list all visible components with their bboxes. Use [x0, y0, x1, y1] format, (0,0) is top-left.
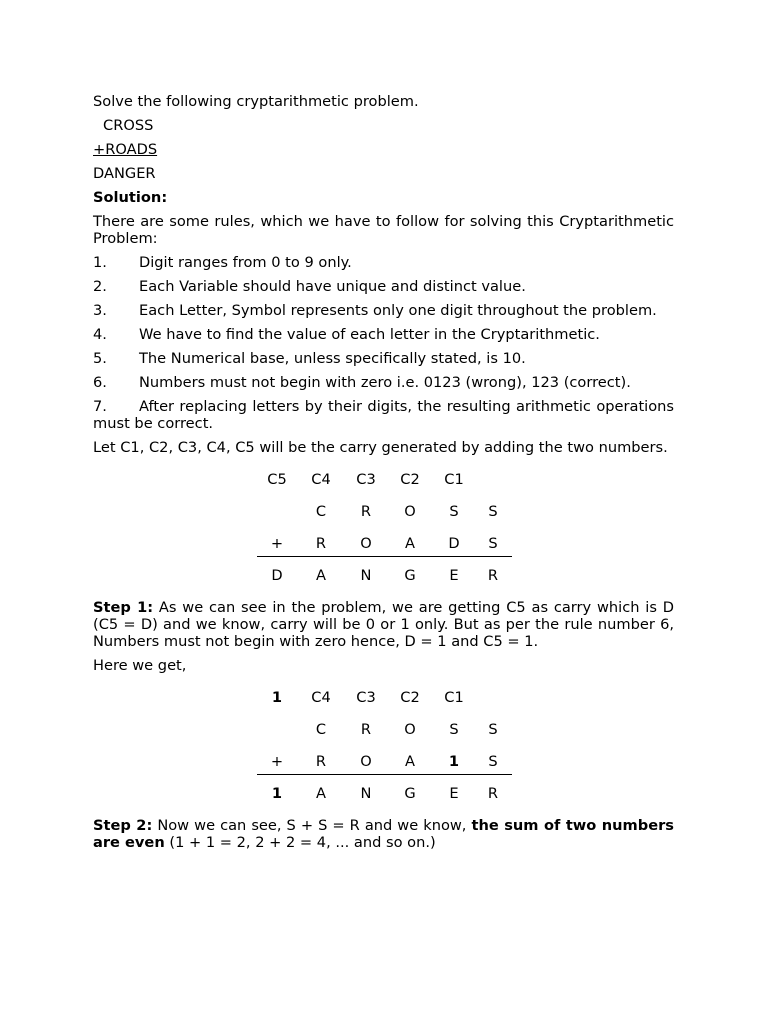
table-cell: S — [449, 721, 459, 738]
carry-intro: Let C1, C2, C3, C4, C5 will be the carry generated by adding the two numbers. — [93, 439, 668, 456]
table-cell: R — [315, 753, 327, 770]
rule-item — [93, 326, 674, 343]
document-page — [93, 93, 674, 858]
addend-row-2 — [257, 753, 513, 785]
result-row — [257, 785, 513, 817]
table-cell: R — [487, 567, 499, 584]
addend-row-1 — [257, 503, 513, 535]
table-cell: A — [316, 785, 326, 802]
step2-paragraph — [93, 817, 674, 851]
carry-row — [257, 689, 513, 721]
rule-number: 3. — [93, 302, 107, 319]
rule-item — [93, 374, 674, 391]
table-cell: G — [404, 785, 416, 802]
table-cell: C — [315, 721, 327, 738]
table-cell: O — [404, 721, 416, 738]
carry-row — [257, 471, 513, 503]
table-cell: C4 — [311, 689, 331, 706]
rule-text: The Numerical base, unless specifically stated, is 10. — [139, 350, 526, 367]
table-cell: G — [404, 567, 416, 584]
rule-item — [93, 350, 674, 367]
rule-number: 6. — [93, 374, 107, 391]
rule-number: 7. — [93, 398, 107, 415]
table-cell: O — [360, 753, 372, 770]
rule-text: We have to find the value of each letter in the Cryptarithmetic. — [139, 326, 600, 343]
table-cell: C — [315, 503, 327, 520]
table-cell: A — [405, 535, 415, 552]
table-cell: E — [449, 785, 459, 802]
table-cell: N — [360, 567, 372, 584]
addend-row-1 — [257, 721, 513, 753]
table-cell: A — [405, 753, 415, 770]
step1-paragraph — [93, 599, 674, 650]
table-cell: O — [404, 503, 416, 520]
table-cell: C1 — [444, 471, 464, 488]
table-cell: 1 — [271, 689, 283, 706]
table-cell: C3 — [356, 689, 376, 706]
sum-line — [257, 556, 512, 557]
table-cell: C2 — [400, 471, 420, 488]
table-cell: E — [449, 567, 459, 584]
table-cell: C3 — [356, 471, 376, 488]
step2-text-a: Now we can see, S + S = R and we know, — [152, 817, 472, 834]
step1-text: As we can see in the problem, we are getting C5 as carry which is D (C5 = D) and we know, carry will be 0 or 1 only. But as per the rule number 6, Numbers must not begin with zero hence, D = 1 and C5 = 1. — [93, 599, 675, 650]
rule-text: After replacing letters by their digits, the resulting arithmetic operations must be correct. — [93, 398, 674, 432]
step2-bold: the sum of two numbers are even — [93, 817, 674, 851]
table-cell: D — [448, 535, 460, 552]
table-cell: S — [449, 503, 459, 520]
intro-text: Solve the following cryptarithmetic problem. — [93, 93, 419, 110]
table-cell: C1 — [444, 689, 464, 706]
table-cell: N — [360, 785, 372, 802]
table-cell: C4 — [311, 471, 331, 488]
table-cell: A — [316, 567, 326, 584]
problem-line-roads: +ROADS — [93, 141, 158, 158]
table-cell: R — [315, 535, 327, 552]
rule-number: 4. — [93, 326, 107, 343]
rule-text: Each Variable should have unique and distinct value. — [139, 278, 526, 295]
rule-number: 5. — [93, 350, 107, 367]
table-cell: R — [360, 503, 372, 520]
addend-row-2 — [257, 535, 513, 567]
addition-table-1 — [257, 471, 513, 599]
rule-number: 2. — [93, 278, 107, 295]
plus-sign: + — [270, 535, 284, 552]
addition-table-2 — [257, 689, 513, 817]
table-cell: 1 — [448, 753, 460, 770]
rule-item — [93, 302, 674, 319]
table-cell: O — [360, 535, 372, 552]
here-we-get: Here we get, — [93, 657, 187, 674]
rule-item — [93, 398, 674, 432]
problem-line-danger: DANGER — [93, 165, 156, 182]
table-cell: S — [488, 503, 498, 520]
solution-heading — [93, 189, 674, 206]
table-cell: R — [360, 721, 372, 738]
rule-text: Each Letter, Symbol represents only one digit throughout the problem. — [139, 302, 657, 319]
table-cell: C5 — [267, 471, 287, 488]
table-cell: R — [487, 785, 499, 802]
table-cell: D — [271, 567, 283, 584]
solution-heading-text: Solution: — [93, 189, 168, 206]
rule-item — [93, 278, 674, 295]
rule-item — [93, 254, 674, 271]
rule-text: Numbers must not begin with zero i.e. 0123 (wrong), 123 (correct). — [139, 374, 631, 391]
problem-line-cross: CROSS — [103, 117, 154, 134]
table-cell: 1 — [271, 785, 283, 802]
step2-label: Step 2: — [93, 817, 153, 834]
sum-line — [257, 774, 512, 775]
result-row — [257, 567, 513, 599]
table-cell: S — [488, 721, 498, 738]
plus-sign: + — [270, 753, 284, 770]
table-cell: C2 — [400, 689, 420, 706]
rule-number: 1. — [93, 254, 107, 271]
step1-label: Step 1: — [93, 599, 154, 616]
rule-text: Digit ranges from 0 to 9 only. — [139, 254, 352, 271]
step2-text-b: (1 + 1 = 2, 2 + 2 = 4, ... and so on.) — [164, 834, 436, 851]
table-cell: S — [488, 535, 498, 552]
rules-intro: There are some rules, which we have to follow for solving this Cryptarithmetic Problem: — [93, 213, 674, 247]
table-cell: S — [488, 753, 498, 770]
